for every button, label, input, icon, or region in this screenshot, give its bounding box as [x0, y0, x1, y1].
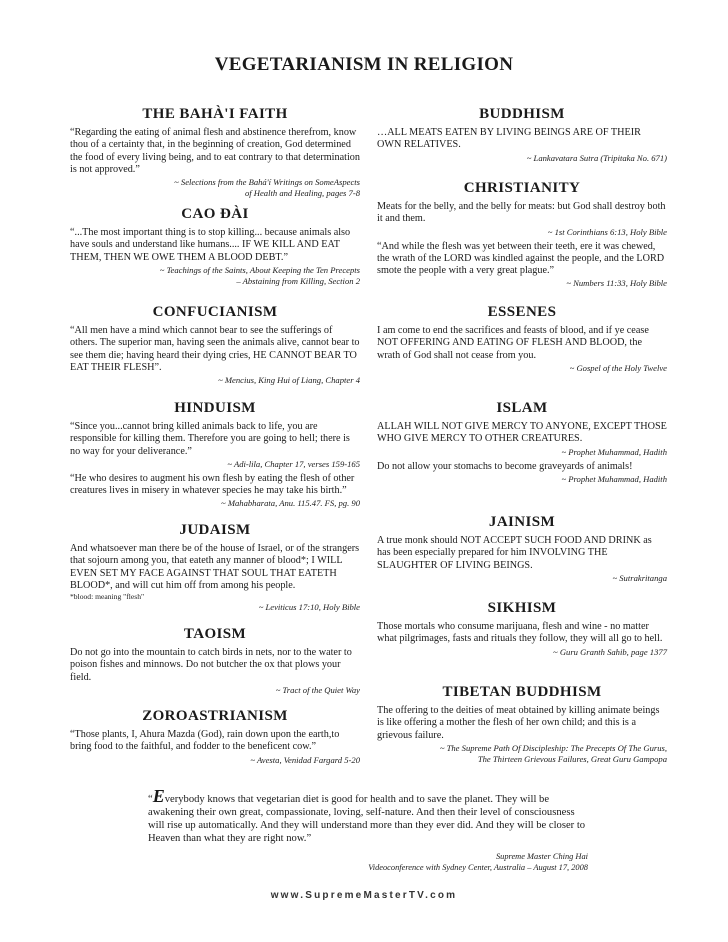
quote-text: A true monk should NOT ACCEPT SUCH FOOD AND DRINK as has been especially prepared for him INVOLVING THE SLAUGHTER OF LIVING BEINGS. [377, 535, 652, 571]
section-jainism [377, 514, 667, 587]
section-heading: CONFUCIANISM [152, 304, 278, 320]
quote-text: …ALL MEATS EATEN BY LIVING BEINGS ARE OF THEIR OWN RELATIVES. [377, 127, 641, 151]
section-heading: BUDDHISM [479, 106, 565, 122]
quote-text: ALLAH WILL NOT GIVE MERCY TO ANYONE, EXCEPT THOSE WHO GIVE MERCY TO OTHER CREATURES. [377, 421, 667, 445]
section-heading: JUDAISM [179, 522, 251, 538]
citation: ~ Numbers 11:33, Holy Bible [566, 278, 667, 289]
section-heading: ESSENES [487, 304, 557, 320]
section-heading: JAINISM [488, 514, 556, 530]
section-heading: TIBETAN BUDDHISM [442, 684, 602, 700]
citation: ~ Sutrakritanga [612, 572, 667, 583]
citation: ~ Gospel of the Holy Twelve [569, 362, 667, 373]
section-heading: SIKHISM [487, 600, 557, 616]
featured-quote-text [148, 786, 588, 845]
citation-line: ~ Teachings of the Saints, About Keeping the Ten Precepts [159, 264, 360, 275]
section-heading: CAO ĐÀI [181, 206, 249, 222]
quote-text: “And while the flesh was yet between their teeth, ere it was chewed, the wrath of the LORD was kindled against the people, and the LORD smote the people with a very great plague.” [377, 240, 665, 277]
quote-text: “...The most important thing is to stop killing... because animals also have souls and understand like humans.... IF WE KILL AND EAT THEM, THEN WE OWE THEM A BLOOD DEBT.” [70, 227, 351, 263]
quote-author: Supreme Master Ching Hai [495, 852, 588, 861]
section-heading: ZOROASTRIANISM [142, 708, 288, 724]
quote-text: “Regarding the eating of animal flesh and abstinence therefrom, know thou of a certainty that, in the beginning of creation, God determined the food of every living being, and to eat contrary to that determination is not approved.” [70, 127, 360, 175]
citation: ~ Prophet Muhammad, Hadith [561, 473, 667, 484]
quote-text: I am come to end the sacrifices and feasts of blood, and if ye cease NOT OFFERING AND EATING OF FLESH AND BLOOD, the wrath of God shall not cease from you. [377, 325, 649, 361]
citation [377, 743, 667, 765]
section-taoism [70, 626, 360, 699]
footnote: *blood: meaning "flesh" [70, 592, 145, 602]
citation-line: of Health and Healing, pages 7-8 [244, 188, 360, 199]
citation: ~ Prophet Muhammad, Hadith [561, 446, 667, 457]
citation: ~ Guru Granth Sahib, page 1377 [553, 646, 667, 657]
citation: ~ 1st Corinthians 6:13, Holy Bible [547, 226, 667, 237]
section-heading: HINDUISM [174, 400, 256, 416]
section-bahai [70, 106, 360, 202]
section-tibetan-buddhism [377, 684, 667, 768]
citation-line: ~ Selections from the Bahá'í Writings on SomeAspects [174, 177, 360, 188]
quote-text: Do not go into the mountain to catch birds in nets, nor to the water to poison fishes and minnows. Do not butcher the ox that plows your field. [70, 647, 352, 683]
section-buddhism [377, 106, 667, 167]
quote-text: Those mortals who consume marijuana, flesh and wine - no matter what pilgrimages, fasts and rituals they follow, they will all go to hell. [377, 621, 663, 645]
featured-citation [148, 851, 588, 873]
citation: ~ Tract of the Quiet Way [275, 684, 360, 695]
section-cao-dai [70, 206, 360, 290]
section-christianity [377, 180, 667, 292]
section-zoroastrianism [70, 708, 360, 769]
quote-text: “He who desires to augment his own flesh by eating the flesh of other creatures lives in misery in whatever species he may take his birth.” [70, 472, 355, 497]
featured-quote [148, 786, 588, 876]
section-sikhism [377, 600, 667, 661]
citation: ~ Leviticus 17:10, Holy Bible [258, 602, 360, 613]
section-heading: THE BAHÀ'I FAITH [142, 106, 288, 122]
section-hinduism [70, 400, 360, 512]
citation-line: ~ The Supreme Path Of Discipleship: The Precepts Of The Gurus, [439, 742, 667, 753]
section-essenes [377, 304, 667, 377]
citation-line: – Abstaining from Killing, Section 2 [236, 275, 360, 286]
citation-line: The Thirteen Grievous Failures, Great Guru Gampopa [477, 753, 667, 764]
quote-text: Do not allow your stomachs to become graveyards of animals! [377, 460, 633, 472]
section-heading: CHRISTIANITY [463, 180, 581, 196]
citation [70, 265, 360, 287]
page-title: VEGETARIANISM IN RELIGION [214, 54, 514, 75]
citation [70, 177, 360, 199]
citation: ~ Adi-lila, Chapter 17, verses 159-165 [227, 458, 360, 469]
quote-text: The offering to the deities of meat obtained by killing animate beings is like offering a mother the flesh of her own child; and this is a grievous failure. [377, 705, 660, 741]
section-islam [377, 400, 667, 488]
section-heading: ISLAM [496, 400, 548, 416]
citation: ~ Lankavatara Sutra (Tripitaka No. 671) [526, 152, 667, 163]
open-quote: “ [148, 794, 153, 805]
quote-source: Videoconference with Sydney Center, Australia – August 17, 2008 [368, 863, 588, 872]
quote-text: “Since you...cannot bring killed animals back to life, you are responsible for killing them. Therefore you are going to hell; there is no way for your deliverance.” [70, 421, 350, 457]
quote-text: “All men have a mind which cannot bear to see the sufferings of others. The superior man, having seen the animals alive, cannot bear to see them die; having heard their dying cries, HE CANNOT BEAR TO EAT THEIR FLESH”. [70, 325, 360, 373]
featured-quote-body: verybody knows that vegetarian diet is good for health and to save the planet. They will be awakening their own great, compassionate, loving, self-nature. And then their level of consciousness will rise up automatically. And they will understand more than they ever did. And they will be closer to Heaven than what they are right now.” [148, 794, 586, 844]
drop-initial: E [152, 786, 165, 806]
section-judaism [70, 522, 360, 616]
citation: ~ Avesta, Venidad Fargard 5-20 [250, 754, 360, 765]
quote-text: Meats for the belly, and the belly for meats: but God shall destroy both it and them. [377, 201, 666, 225]
quote-text: “Those plants, I, Ahura Mazda (God), rain down upon the earth,to bring food to the faithful, and fodder to the beneficent cow.” [70, 729, 340, 753]
citation: ~ Mahabharata, Anu. 115.47. FS, pg. 90 [221, 498, 360, 509]
citation: ~ Mencius, King Hui of Liang, Chapter 4 [218, 375, 360, 386]
quote-text: And whatsoever man there be of the house of Israel, or of the strangers that sojourn among you, that eateth any manner of blood*; I WILL EVEN SET MY FACE AGAINST THAT SOUL THAT EATETH BLOOD*, and will cut him off from among his people. [70, 543, 360, 591]
website-url[interactable]: www.SupremeMasterTV.com [270, 890, 458, 901]
section-heading: TAOISM [183, 626, 247, 642]
section-confucianism [70, 304, 360, 389]
